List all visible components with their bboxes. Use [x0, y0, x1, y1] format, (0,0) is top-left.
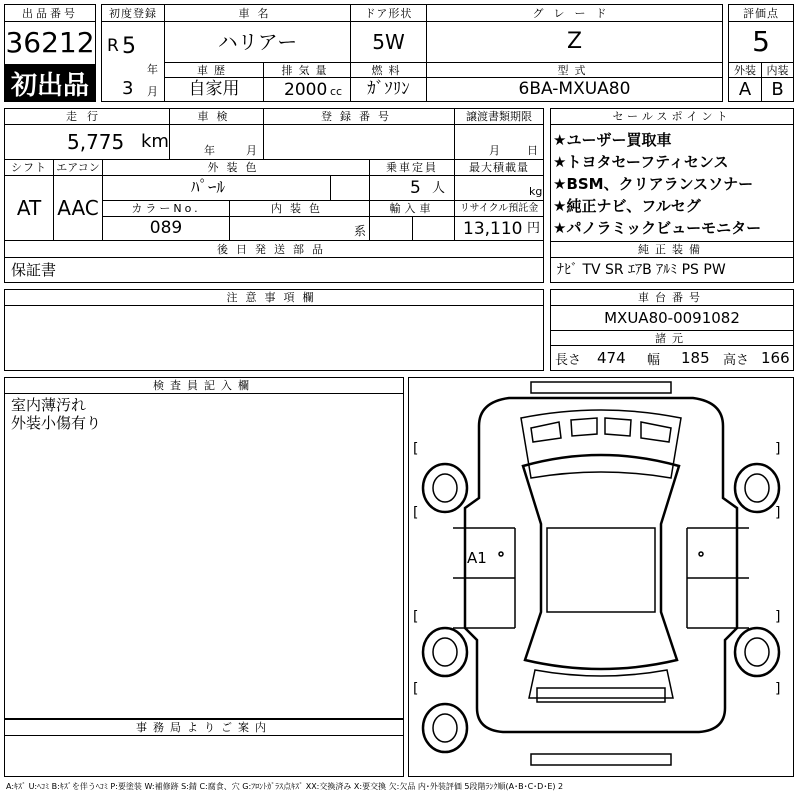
capacity-header: 乗車定員: [369, 159, 455, 176]
later-parts-cell: [4, 257, 544, 283]
front-right-hub: [745, 474, 769, 502]
door-header: ドア形状: [350, 4, 427, 22]
specs-cell: [550, 345, 794, 371]
sales-point-item: ★BSM、クリアランスソナー: [553, 175, 754, 193]
registration-number-cell: [263, 124, 455, 160]
import-header: 輸入車: [369, 200, 455, 217]
sales-points-cell: [550, 124, 794, 242]
car-name-header: 車名: [164, 4, 351, 22]
mileage-header: 走行: [4, 108, 170, 125]
front-right-wheel: [735, 464, 779, 512]
car-diagram: [409, 378, 793, 776]
rear-bumper-top: [537, 688, 665, 702]
office-cell: [4, 735, 404, 777]
first-listing-badge: [4, 65, 96, 102]
max-load-unit: kg: [529, 185, 543, 198]
exterior-color-header: 外装色: [102, 159, 370, 176]
model-code: 6BA-MXUA80: [518, 79, 631, 99]
score-cell: [728, 21, 794, 63]
recycle-cell: [454, 216, 544, 241]
notes-cell: [4, 305, 544, 371]
history: 自家用: [188, 79, 240, 99]
bracket-left-low: [: [413, 609, 419, 625]
mileage: 5,775: [67, 130, 125, 154]
door-cell: [350, 21, 427, 63]
first-registration-cell: [101, 21, 165, 102]
recycle-header: リサイクル預託金: [454, 200, 544, 217]
sales-point-item: ★ユーザー買取車: [553, 131, 672, 149]
recycle-fee: 13,110: [463, 219, 523, 239]
fuel-cell: [350, 77, 427, 102]
chassis-header: 車台番号: [550, 289, 794, 306]
office-header: 事務局よりご案内: [4, 719, 404, 736]
chassis-number: MXUA80-0091082: [604, 308, 740, 327]
interior-color-header: 内装色: [229, 200, 370, 217]
registration-month: 3: [122, 78, 134, 99]
bracket-right-bottom: ]: [775, 681, 781, 697]
car-name-cell: [164, 21, 351, 63]
capacity: 5: [410, 178, 421, 198]
rear-left-hub: [433, 638, 457, 666]
rear-left-wheel: [423, 628, 467, 676]
front-left-wheel: [423, 464, 467, 512]
mileage-unit: km: [141, 131, 169, 152]
displacement-cell: [263, 77, 351, 102]
interior-header: 内装: [761, 62, 794, 78]
aircon-cell: [53, 175, 103, 241]
height-label: 高さ: [723, 353, 750, 368]
max-load-cell: [454, 175, 544, 201]
fuel: ｶﾞｿﾘﾝ: [367, 79, 410, 99]
shift: AT: [16, 196, 42, 220]
hood-stripe: [641, 422, 671, 442]
left-mirror-mark: [499, 552, 503, 556]
import-cell-a: [369, 216, 413, 241]
exterior-cell: [728, 77, 762, 102]
lot-number-header: 出品番号: [4, 4, 96, 22]
capacity-cell: [369, 175, 455, 201]
capacity-unit: 人: [432, 181, 446, 196]
year-unit: 年: [147, 63, 158, 76]
lot-number-cell: [4, 21, 96, 65]
history-header: 車歴: [164, 62, 264, 78]
equipment-header: 純正装備: [550, 241, 794, 258]
hood: [521, 410, 681, 478]
damage-mark: A1: [467, 549, 487, 567]
sales-points-list: [553, 129, 761, 239]
interior-grade: B: [771, 78, 784, 100]
sales-point-item: ★純正ナビ、フルセグ: [553, 197, 701, 215]
inspection-year-unit: 年: [204, 144, 215, 157]
chassis-cell: [550, 305, 794, 331]
registration-number-header: 登録番号: [263, 108, 455, 125]
shift-header: シフト: [4, 159, 54, 176]
color-number: 089: [149, 218, 183, 238]
displacement-unit: cc: [330, 85, 343, 98]
hood-stripe: [571, 418, 597, 436]
exterior-grade: A: [738, 78, 752, 100]
specs-header: 諸元: [550, 330, 794, 346]
body-outline: [465, 398, 737, 732]
interior-color-unit: 系: [354, 224, 367, 238]
equipment: ﾅﾋﾞ TV SR ｴｱB ｱﾙﾐ PS PW: [557, 262, 726, 278]
door-type: 5W: [372, 30, 405, 54]
model-code-cell: [426, 77, 723, 102]
aircon: AAC: [57, 196, 99, 220]
exterior-color-extra-cell: [330, 175, 370, 201]
model-code-header: 型式: [426, 62, 723, 78]
color-number-header: カラーNo.: [102, 200, 230, 217]
right-mirror-mark: [699, 552, 703, 556]
transfer-month-unit: 月: [489, 144, 500, 157]
tailgate: [529, 670, 673, 698]
color-number-cell: [102, 216, 230, 241]
sales-point-item: ★トヨタセーフティセンス: [553, 153, 729, 171]
transfer-day-unit: 日: [527, 144, 538, 157]
roof: [547, 528, 655, 612]
exterior-color-cell: [102, 175, 331, 201]
inspector-line: 外装小傷有り: [11, 414, 102, 432]
import-cell-b: [412, 216, 455, 241]
spare-wheel: [423, 704, 467, 752]
bracket-left-bottom: [: [413, 681, 419, 697]
exterior-color: ﾊﾟｰﾙ: [191, 178, 225, 198]
hood-stripe: [531, 422, 561, 442]
inspector-cell: [4, 393, 404, 719]
legend: A:ｷｽﾞ U:ﾍｺﾐ B:ｷｽﾞを伴うﾍｺﾐ P:要塗装 W:補修跡 S:錆 C:腐食、穴 G:ﾌﾛﾝﾄｶﾞﾗｽ点ｷｽﾞ XX:交換済み X:要交換 欠:欠品 内･外装評価 5段階ﾗﾝｸ順(A･B･C･D･E) 2: [6, 782, 564, 791]
rear-right-hub: [745, 638, 769, 666]
later-parts-header: 後日発送部品: [4, 240, 544, 258]
width: 185: [681, 349, 710, 367]
length: 474: [597, 349, 626, 367]
left-door-lines: [453, 528, 515, 628]
equipment-cell: [550, 257, 794, 283]
inspection-month-unit: 月: [246, 144, 257, 157]
grade: Z: [566, 29, 583, 54]
grade-cell: [426, 21, 723, 63]
sales-point-item: ★パノラミックビューモニター: [553, 219, 762, 237]
right-door-lines: [687, 528, 749, 628]
interior-cell: [761, 77, 794, 102]
inspector-line: 室内薄汚れ: [11, 396, 87, 414]
rear-bumper: [531, 754, 671, 765]
first-listing-text: 初出品: [10, 71, 89, 101]
length-label: 長さ: [555, 353, 582, 368]
max-load-header: 最大積載量: [454, 159, 544, 176]
notes-header: 注意事項欄: [4, 289, 544, 306]
transfer-deadline-cell: [454, 124, 544, 160]
inspection-header: 車検: [169, 108, 264, 125]
inspector-header: 検査員記入欄: [4, 377, 404, 394]
later-parts: 保証書: [11, 261, 57, 279]
registration-year: 5: [122, 34, 136, 59]
car-diagram-panel: [408, 377, 794, 777]
grade-header: グレード: [426, 4, 723, 22]
transfer-deadline-header: 譲渡書類期限: [454, 108, 544, 125]
bracket-right-mid: ]: [775, 505, 781, 521]
fuel-header: 燃料: [350, 62, 427, 78]
shift-cell: [4, 175, 54, 241]
bracket-left-mid: [: [413, 505, 419, 521]
month-unit: 月: [147, 85, 158, 98]
rear-right-wheel: [735, 628, 779, 676]
inspection-cell: [169, 124, 264, 160]
sales-points-header: セールスポイント: [550, 108, 794, 125]
lot-number: 36212: [5, 26, 95, 59]
first-registration-header: 初度登録: [101, 4, 165, 22]
bracket-right-low: ]: [775, 609, 781, 625]
mileage-cell: [4, 124, 170, 160]
interior-color-cell: [229, 216, 370, 241]
front-left-hub: [433, 474, 457, 502]
hood-stripe: [605, 418, 631, 436]
recycle-unit: 円: [527, 221, 541, 236]
exterior-header: 外装: [728, 62, 762, 78]
score-header: 評価点: [728, 4, 794, 22]
bracket-left-top: [: [413, 441, 419, 457]
history-cell: [164, 77, 264, 102]
car-name: ハリアー: [217, 30, 298, 54]
front-bumper: [531, 382, 671, 393]
height: 166: [761, 349, 790, 367]
bracket-right-top: ]: [775, 441, 781, 457]
era: R: [107, 36, 119, 56]
displacement: 2000: [284, 80, 328, 100]
spare-hub: [433, 714, 457, 742]
width-label: 幅: [647, 353, 661, 368]
aircon-header: エアコン: [53, 159, 103, 176]
score: 5: [752, 25, 770, 58]
displacement-header: 排気量: [263, 62, 351, 78]
